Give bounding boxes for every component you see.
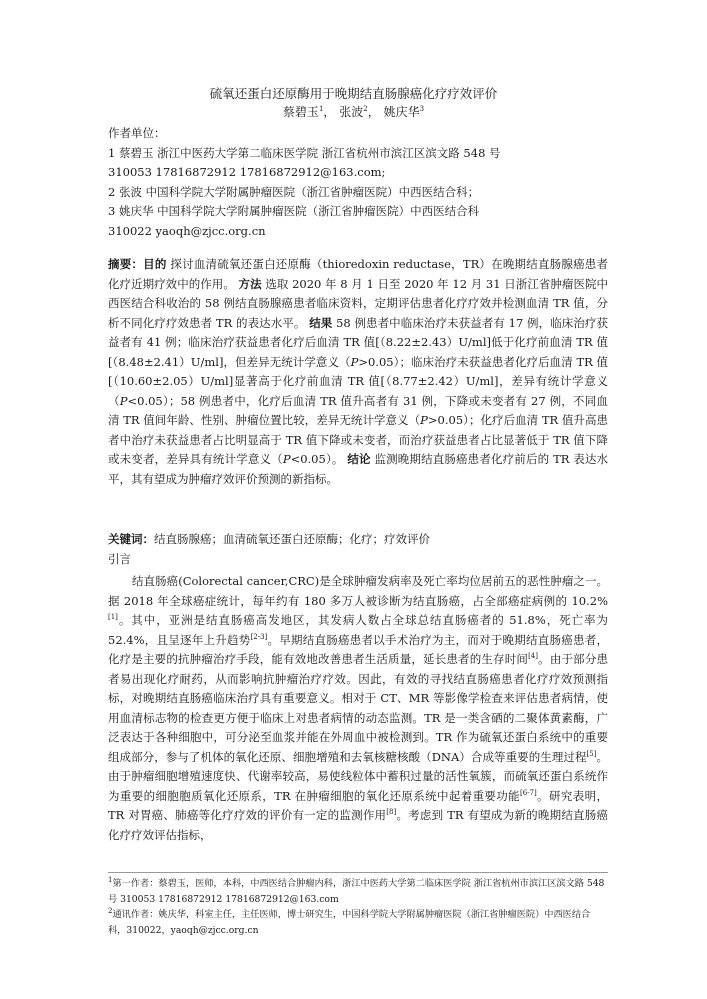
keywords-label: 关键词： <box>108 531 154 546</box>
author-separator: ， <box>367 105 380 119</box>
citation: [4] <box>528 652 538 661</box>
keywords-text: 结直肠腺癌；血清硫氧还蛋白还原酶；化疗；疗效评价 <box>154 531 430 546</box>
conclusion-label: 结论 <box>347 452 371 466</box>
results-text: >0.05）；化疗后血清 TR 值升高患者中治疗未获益患者占比明显高于 TR 值下降或未变者，而治疗获益患者占比显著低于 TR 值下降或未变者，差异具有统计学意义（ <box>108 413 608 466</box>
affiliation-line: 2 张波 中国科学院大学附属肿瘤医院（浙江省肿瘤医院）中西医结合科； <box>108 184 480 199</box>
citation: [8] <box>386 808 397 817</box>
citation: [2-3] <box>250 632 268 641</box>
body-text: 。研究表明，TR 对胃癌、肺癌等化疗疗效的评价有一定的监测作用 <box>108 788 608 822</box>
affiliations <box>108 124 608 241</box>
citation: [5] <box>586 749 597 758</box>
author-name: 姚庆华 <box>383 105 420 119</box>
p-symbol: P <box>420 413 428 427</box>
footnote-text: 通讯作者：姚庆华，科室主任，主任医师，博士研究生，中国科学院大学附属肿瘤医院（浙江省肿瘤医院）中西医结合科，310022，yaoqh@zjcc.org.cn <box>108 909 591 936</box>
affiliation-line: 1 蔡碧玉 浙江中医药大学第二临床医学院 浙江省杭州市滨江区滨文路 548 号 <box>108 145 501 160</box>
conclusion-text: 监测晚期结直肠癌患者化疗前后的 TR 表达水平，其有望成为肿瘤疗效评价预测的新指标。 <box>108 452 609 486</box>
results-text: 58 例患者中临床治疗未获益者有 17 例，临床治疗获益者有 41 例；临床治疗获益患者化疗后血清 TR 值[（8.22±2.43）U/ml]低于化疗前血清 TR 值[（8.48±2.41）U/ml]，但差异无统计学意义（ <box>108 315 609 369</box>
results-text: <0.05）。 <box>290 452 344 466</box>
author-line <box>0 104 707 120</box>
footnote-marker: 1 <box>108 875 113 884</box>
author-name: 蔡碧玉 <box>282 105 319 119</box>
citation: [1] <box>108 613 118 622</box>
results-text: <0.05）；58 例患者中，化疗后血清 TR 值升高者有 31 例，下降或未变者有 27 例，不同血清 TR 值间年龄、性别、肿瘤位置比较，差异无统计学意义（ <box>108 393 609 427</box>
paper-title: 硫氧还蛋白还原酶用于晚期结直肠腺癌化疗疗效评价 <box>209 86 498 101</box>
citation: [6-7] <box>520 788 537 797</box>
body-text: 。由于肿瘤细胞增殖速度快、代谢率较高，易使线粒体中蓄积过量的活性氧簇，而硫氧还蛋白系统作为重要的细胞胞质氧化还原系，TR 在肿瘤细胞的氧化还原系统中起着重要功能 <box>108 749 608 803</box>
affiliation-line: 3 姚庆华 中国科学院大学附属肿瘤医院（浙江省肿瘤医院）中西医结合科 <box>108 204 480 218</box>
abstract-label: 摘要： <box>108 257 144 271</box>
objective-text: 探讨血清硫氧还蛋白还原酶（thioredoxin reductase，TR）在晚期结直肠腺癌患者化疗近期疗效中的作用。 <box>108 257 609 291</box>
body-text: 。早期结直肠癌患者以手术治疗为主，而对于晚期结直肠癌患者，化疗是主要的抗肿瘤治疗手段，能有效地改善患者生活质量，延长患者的生存时间 <box>108 632 608 666</box>
results-text: >0.05）；临床治疗未获益患者化疗后血清 TR 值[（10.60±2.05）U/ml]显著高于化疗前血清 TR 值[（8.77±2.42）U/ml]，差异有统计学意义（ <box>108 354 608 408</box>
p-symbol: P <box>350 354 359 369</box>
author-sup: 1 <box>318 105 324 113</box>
author-sup: 3 <box>419 105 425 113</box>
affiliation-line: 310053 17816872912 17816872912@163.com; <box>108 165 386 179</box>
footnote-1 <box>108 876 608 907</box>
methods-label: 方法 <box>238 276 262 291</box>
author-sup: 2 <box>363 105 368 113</box>
body-text: 。由于部分患者易出现化疗耐药，从而影响抗肿瘤治疗疗效。因此，有效的寻找结直肠癌患者化疗疗效预测指标，对晚期结直肠癌临床治疗具有重要意义。相对于 CT、MR 等影像学检查来评估患者病情，使用血清标志物的检查更方便于临床上对患者病情的动态监测。TR 是一类含硒的二聚体黄素酶，广泛表达于各种细胞中，可分泌至血浆并能在外周血中被检测到。TR 作为硫氧还蛋白系统中的重要组成部分，参与了机体的氧化还原、细胞增殖和去氧核糖核酸（DNA）合成等重要的生理过程 <box>108 652 608 764</box>
results-label: 结果 <box>309 315 333 330</box>
p-symbol: P <box>119 393 128 408</box>
methods-text: 选取 2020 年 8 月 1 日至 2020 年 12 月 31 日浙江省肿瘤医院中西医结合科收治的 58 例结直肠腺癌患者临床资料，定期评估患者化疗疗效并检测血清 TR 值，分析不同化疗疗效患者 TR 的表达水平。 <box>108 276 609 330</box>
footnote-marker: 2 <box>108 906 113 915</box>
author-separator: ， <box>323 105 336 119</box>
body-text: 结直肠癌(Colorectal cancer,CRC)是全球肿瘤发病率及死亡率均位居前五的恶性肿瘤之一。据 2018 年全球癌症统计，每年约有 180 多万人被诊断为结直肠癌，占全部癌症病例的 10.2% <box>108 574 608 608</box>
footnotes <box>108 872 608 938</box>
intro-paragraph <box>108 572 608 845</box>
intro-body <box>108 572 608 845</box>
body-text: 。考虑到 TR 有望成为新的晚期结直肠癌化疗疗效评估指标， <box>108 808 609 842</box>
objective-label: 目的 <box>143 257 167 271</box>
affiliation-heading: 作者单位： <box>108 126 166 140</box>
footnote-2 <box>108 907 608 938</box>
section-heading: 引言 <box>108 552 131 566</box>
footnote-text: 第一作者：蔡碧玉，医师，本科，中西医结合肿瘤内科，浙江中医药大学第二临床医学院 浙江省杭州市滨江区滨文路 548 号 310053 17816872912 17816872912@163.com <box>108 878 605 905</box>
author-name: 张波 <box>339 105 364 119</box>
abstract <box>108 255 608 489</box>
affiliation-line: 310022 yaoqh@zjcc.org.cn <box>108 223 266 238</box>
p-symbol: P <box>282 452 291 466</box>
body-text: 。其中，亚洲是结直肠癌高发地区，其发病人数占全球总结直肠癌者的 51.8%，死亡率为 52.4%，且呈逐年上升趋势 <box>108 613 608 647</box>
